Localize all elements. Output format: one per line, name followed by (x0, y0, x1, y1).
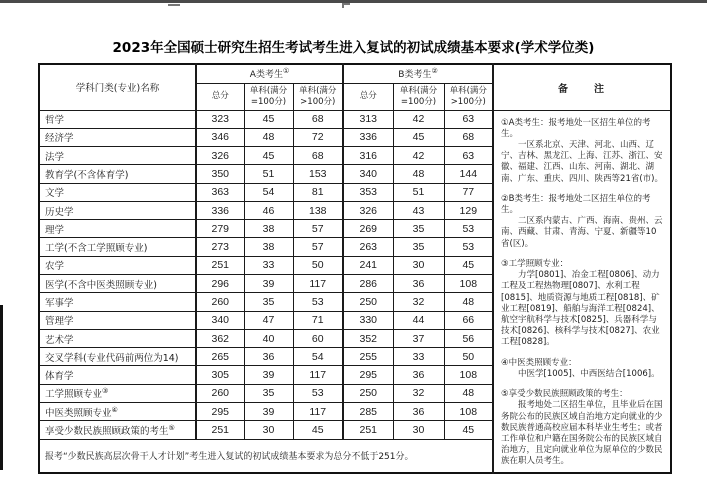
score-cell: 117 (293, 366, 343, 384)
score-cell: 36 (393, 403, 444, 421)
score-cell: 108 (444, 275, 493, 293)
subject-label: 交叉学科(专业代码前两位为14) (39, 348, 196, 366)
footnote-marker-1: ① (282, 67, 290, 76)
score-cell: 30 (393, 421, 444, 439)
score-cell: 53 (293, 293, 343, 311)
score-cell: 68 (293, 147, 343, 165)
score-cell: 53 (444, 238, 493, 256)
score-cell: 36 (393, 275, 444, 293)
score-cell: 48 (444, 293, 493, 311)
subject-label: 享受少数民族照顾政策的考生⑤ (39, 421, 196, 439)
score-cell: 263 (343, 238, 393, 256)
score-cell: 35 (393, 220, 444, 238)
remarks-paragraph: ③工学照顾专业： (501, 258, 569, 269)
score-cell: 323 (196, 110, 244, 128)
scan-artifact-mark (168, 4, 180, 6)
subject-label: 艺术学 (39, 329, 196, 347)
remarks-paragraph: ①A类考生：报考地处一区招生单位的考生。 (501, 117, 651, 139)
score-cell: 39 (244, 403, 293, 421)
footnote-text: 报考“少数民族高层次骨干人才计划”考生进入复试的初试成绩基本要求为总分不低于251分。 (39, 439, 493, 473)
score-cell: 50 (293, 256, 343, 274)
score-cell: 44 (393, 311, 444, 329)
score-cell: 60 (293, 329, 343, 347)
remarks-spacer (501, 380, 663, 389)
score-cell: 54 (293, 348, 343, 366)
score-cell: 336 (343, 128, 393, 146)
footnote-marker-2: ② (431, 67, 438, 76)
subject-label: 医学(不含中医类照顾专业) (39, 275, 196, 293)
score-cell: 50 (444, 348, 493, 366)
score-cell: 32 (393, 293, 444, 311)
scan-artifact-top-bar (0, 0, 707, 3)
score-cell: 330 (343, 311, 393, 329)
score-cell: 273 (196, 238, 244, 256)
remarks-spacer (501, 185, 663, 194)
score-cell: 295 (343, 366, 393, 384)
remarks-paragraph: 一区系北京、天津、河北、山西、辽宁、吉林、黑龙江、上海、江苏、浙江、安徽、福建、江西、山东、河南、湖北、湖南、广东、重庆、四川、陕西等21省(市)。 (501, 139, 663, 184)
subject-label: 工学(不含工学照顾专业) (39, 238, 196, 256)
subject-label: 法学 (39, 147, 196, 165)
table-header (39, 64, 671, 110)
score-cell: 285 (343, 403, 393, 421)
score-cell: 63 (444, 110, 493, 128)
remarks-paragraph: ②B类考生：报考地处二区招生单位的考生。 (501, 193, 651, 216)
score-cell: 363 (196, 183, 244, 201)
score-cell: 279 (196, 220, 244, 238)
score-cell: 265 (196, 348, 244, 366)
scan-artifact-mark (342, 3, 350, 8)
score-cell: 33 (244, 256, 293, 274)
score-cell: 57 (293, 220, 343, 238)
score-cell: 326 (196, 147, 244, 165)
score-cell: 295 (196, 403, 244, 421)
header-remarks: 备 注 (493, 64, 671, 110)
subject-label: 哲学 (39, 110, 196, 128)
score-cell: 33 (393, 348, 444, 366)
score-cell: 129 (444, 201, 493, 219)
score-cell: 296 (196, 275, 244, 293)
score-cell: 30 (393, 256, 444, 274)
score-cell: 42 (393, 147, 444, 165)
score-cell: 68 (444, 128, 493, 146)
score-cell: 305 (196, 366, 244, 384)
score-cell: 350 (196, 165, 244, 183)
table-row (39, 110, 671, 128)
header-subject-column: 学科门类(专业)名称 (39, 64, 196, 110)
score-cell: 77 (444, 183, 493, 201)
score-cell: 45 (444, 256, 493, 274)
score-cell: 45 (244, 110, 293, 128)
score-cell: 336 (196, 201, 244, 219)
subject-label: 教育学(不含体育学) (39, 165, 196, 183)
header-a-single-over100: 单科(满分>100分) (293, 83, 343, 110)
score-cell: 251 (196, 256, 244, 274)
score-cell: 362 (196, 329, 244, 347)
footnote-marker: ④ (111, 405, 118, 414)
score-cell: 53 (444, 220, 493, 238)
header-a-total: 总分 (196, 83, 244, 110)
score-cell: 251 (196, 421, 244, 439)
score-cell: 45 (393, 128, 444, 146)
score-table (38, 63, 672, 474)
header-b-total: 总分 (343, 83, 393, 110)
score-cell: 250 (343, 293, 393, 311)
score-cell: 57 (293, 238, 343, 256)
score-cell: 51 (393, 183, 444, 201)
score-cell: 45 (244, 147, 293, 165)
score-cell: 340 (196, 311, 244, 329)
score-cell: 43 (393, 201, 444, 219)
score-cell: 47 (244, 311, 293, 329)
score-cell: 45 (444, 421, 493, 439)
score-cell: 117 (293, 403, 343, 421)
score-cell: 138 (293, 201, 343, 219)
table-body (39, 110, 671, 473)
score-cell: 46 (244, 201, 293, 219)
score-cell: 42 (393, 110, 444, 128)
score-cell: 286 (343, 275, 393, 293)
score-cell: 36 (393, 366, 444, 384)
page-title: 2023年全国硕士研究生招生考试考生进入复试的初试成绩基本要求(学术学位类) (112, 40, 595, 56)
score-cell: 63 (444, 147, 493, 165)
score-cell: 108 (444, 366, 493, 384)
subject-label: 中医类照顾专业④ (39, 403, 196, 421)
subject-label: 工学照顾专业③ (39, 384, 196, 402)
score-cell: 48 (244, 128, 293, 146)
score-cell: 326 (343, 201, 393, 219)
score-cell: 39 (244, 366, 293, 384)
header-group-a (196, 64, 343, 83)
score-cell: 35 (393, 238, 444, 256)
score-cell: 255 (343, 348, 393, 366)
header-a-single-100: 单科(满分=100分) (244, 83, 293, 110)
remarks-paragraph: 力学[0801]、冶金工程[0806]、动力工程及工程热物理[0807]、水利工程[0815]、地质资源与地质工程[0818]、矿业工程[0819]、船舶与海洋工程[0824]、航空宇航科学与技术[0825]、兵器科学与技术[0826]、核科学与技术[0827]、农业工程[0828]。 (501, 270, 660, 348)
header-group-b-label: B类考生 (398, 70, 432, 81)
header-b-single-over100: 单科(满分>100分) (444, 83, 493, 110)
score-cell: 32 (393, 384, 444, 402)
header-group-a-label: A类考生 (249, 70, 283, 81)
score-cell: 260 (196, 384, 244, 402)
header-group-b (343, 64, 493, 83)
score-cell: 346 (196, 128, 244, 146)
subject-label: 体育学 (39, 366, 196, 384)
remarks-spacer (501, 349, 663, 358)
score-cell: 117 (293, 275, 343, 293)
score-cell: 353 (343, 183, 393, 201)
footnote-marker: ③ (102, 387, 109, 396)
score-cell: 316 (343, 147, 393, 165)
score-cell: 51 (244, 165, 293, 183)
score-cell: 71 (293, 311, 343, 329)
remarks-content (493, 110, 671, 473)
subject-label: 农学 (39, 256, 196, 274)
subject-label: 文学 (39, 183, 196, 201)
score-cell: 108 (444, 403, 493, 421)
score-cell: 38 (244, 220, 293, 238)
score-cell: 269 (343, 220, 393, 238)
remarks-paragraph: ④中医类照顾专业： (501, 357, 577, 368)
score-cell: 68 (293, 110, 343, 128)
score-cell: 313 (343, 110, 393, 128)
score-cell: 35 (244, 293, 293, 311)
remarks-paragraph: ⑤享受少数民族照顾政策的考生： (501, 389, 628, 400)
header-b-single-100: 单科(满分=100分) (393, 83, 444, 110)
subject-label: 军事学 (39, 293, 196, 311)
score-cell: 144 (444, 165, 493, 183)
remarks-paragraph: 二区系内蒙古、广西、海南、贵州、云南、西藏、甘肃、青海、宁夏、新疆等10省(区)。 (501, 216, 663, 249)
subject-label: 经济学 (39, 128, 196, 146)
score-cell: 35 (244, 384, 293, 402)
score-cell: 38 (244, 238, 293, 256)
remarks-spacer (501, 250, 663, 259)
score-cell: 56 (444, 329, 493, 347)
score-cell: 48 (444, 384, 493, 402)
score-cell: 153 (293, 165, 343, 183)
score-cell: 48 (393, 165, 444, 183)
subject-label: 管理学 (39, 311, 196, 329)
score-cell: 54 (244, 183, 293, 201)
score-cell: 251 (343, 421, 393, 439)
footnote-marker: ⑤ (168, 423, 175, 432)
score-cell: 241 (343, 256, 393, 274)
remarks-paragraph: 报考地处二区招生单位，且毕业后在国务院公布的民族区域自治地方定向就业的少数民族普通高校应届本科毕业生考生；或者工作单位和户籍在国务院公布的民族区域自治地方，且定向就业单位为原单位的少数民族在职人员考生。 (501, 400, 663, 467)
score-cell: 66 (444, 311, 493, 329)
score-cell: 352 (343, 329, 393, 347)
subject-label: 历史学 (39, 201, 196, 219)
score-cell: 72 (293, 128, 343, 146)
score-cell: 45 (293, 421, 343, 439)
score-cell: 40 (244, 329, 293, 347)
subject-label: 理学 (39, 220, 196, 238)
score-cell: 260 (196, 293, 244, 311)
score-cell: 250 (343, 384, 393, 402)
score-cell: 36 (244, 348, 293, 366)
score-cell: 53 (293, 384, 343, 402)
score-cell: 340 (343, 165, 393, 183)
score-cell: 39 (244, 275, 293, 293)
score-cell: 30 (244, 421, 293, 439)
score-cell: 81 (293, 183, 343, 201)
score-cell: 37 (393, 329, 444, 347)
remarks-paragraph: 中医学[1005]、中西医结合[1006]。 (518, 368, 660, 379)
scan-artifact-left-strip (0, 305, 3, 470)
